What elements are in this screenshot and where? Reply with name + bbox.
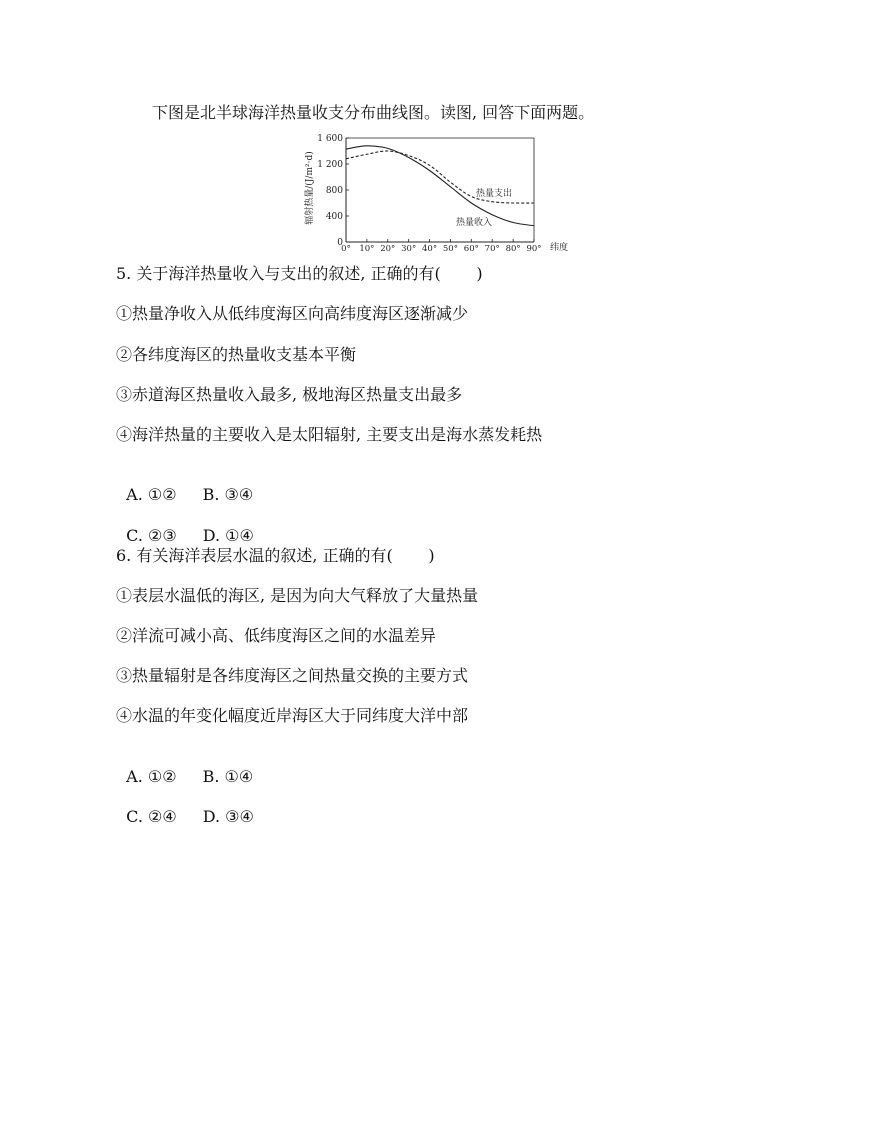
q5-choice-c[interactable]: C. ②③ [126, 526, 177, 545]
q5-option-1: ①热量净收入从低纬度海区向高纬度海区逐渐减少 [116, 304, 469, 323]
q5-choices-ab [116, 465, 253, 505]
y-tick-label: 400 [325, 212, 343, 222]
q5-option-2: ②各纬度海区的热量收支基本平衡 [116, 345, 357, 364]
chart-series [346, 146, 534, 226]
q5-option-4: ④海洋热量的主要收入是太阳辐射, 主要支出是海水蒸发耗热 [116, 425, 543, 444]
x-tick-label: 20° [380, 244, 396, 254]
series-line-income [346, 146, 534, 226]
x-tick-label: 80° [505, 244, 521, 254]
q6-option-1: ①表层水温低的海区, 是因为向大气释放了大量热量 [116, 586, 479, 605]
x-tick-label: 60° [463, 244, 479, 254]
heat-budget-chart [298, 130, 578, 254]
x-axis-ticks [341, 239, 541, 254]
y-axis-ticks [317, 134, 349, 248]
y-axis-label: 辐射热量/(J/m²·d) [305, 151, 315, 225]
q6-choice-d[interactable]: D. ③④ [202, 807, 254, 826]
q6-choices-ab [116, 747, 253, 787]
x-tick-label: 30° [401, 244, 417, 254]
x-tick-label: 10° [359, 244, 375, 254]
q6-choice-a[interactable]: A. ①② [126, 767, 177, 786]
y-tick-label: 1 600 [317, 134, 343, 144]
x-tick-label: 70° [484, 244, 500, 254]
q5-choices-cd [116, 506, 254, 546]
y-tick-label: 800 [325, 186, 343, 196]
q6-choices-cd [116, 787, 254, 827]
x-tick-label: 90° [526, 244, 542, 254]
x-axis-label: 纬度 [550, 243, 569, 253]
q5-stem: 5. 关于海洋热量收入与支出的叙述, 正确的有( ) [116, 264, 483, 283]
y-tick-label: 0 [337, 238, 343, 248]
q5-choice-b[interactable]: B. ③④ [202, 485, 254, 504]
y-tick-label: 1 200 [317, 160, 343, 170]
q5-option-3: ③赤道海区热量收入最多, 极地海区热量支出最多 [116, 385, 463, 404]
q6-stem: 6. 有关海洋表层水温的叙述, 正确的有( ) [116, 546, 435, 565]
q6-option-2: ②洋流可减小高、低纬度海区之间的水温差异 [116, 626, 437, 645]
intro-text: 下图是北半球海洋热量收支分布曲线图。读图, 回答下面两题。 [152, 103, 595, 122]
series-label-income: 热量收入 [456, 218, 493, 228]
series-label-expense: 热量支出 [476, 189, 513, 199]
x-tick-label: 50° [442, 244, 458, 254]
x-tick-label: 0° [341, 244, 351, 254]
q6-choice-c[interactable]: C. ②④ [126, 807, 177, 826]
q5-choice-a[interactable]: A. ①② [126, 485, 177, 504]
q6-option-4: ④水温的年变化幅度近岸海区大于同纬度大洋中部 [116, 706, 469, 725]
q6-option-3: ③热量辐射是各纬度海区之间热量交换的主要方式 [116, 666, 469, 685]
q6-choice-b[interactable]: B. ①④ [202, 767, 254, 786]
q5-choice-d[interactable]: D. ①④ [202, 526, 254, 545]
x-tick-label: 40° [422, 244, 438, 254]
